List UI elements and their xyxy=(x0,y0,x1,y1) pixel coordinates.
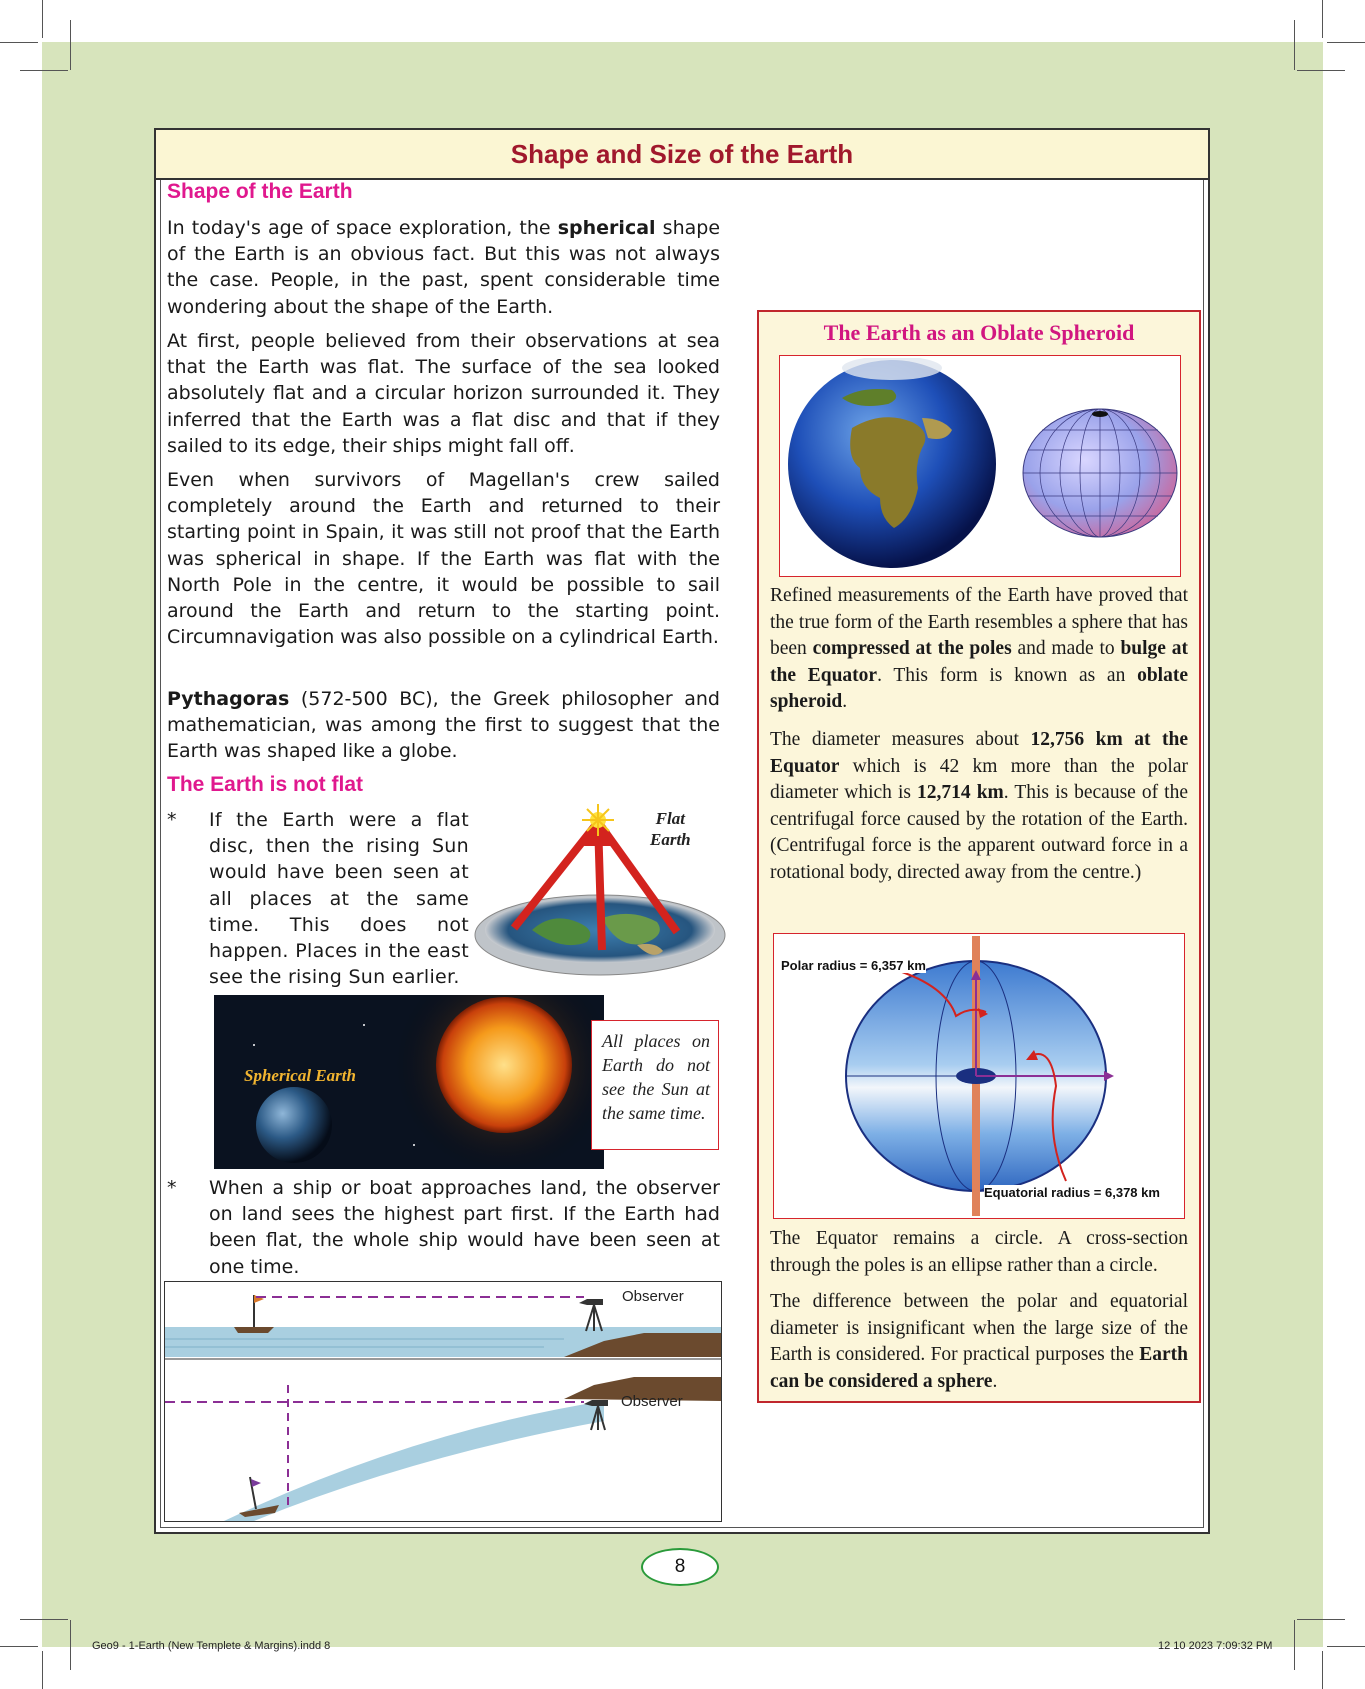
box-paragraph-2 xyxy=(770,727,1188,886)
sun-icon xyxy=(436,997,572,1133)
pythagoras-bold: Pythagoras xyxy=(167,688,290,710)
box-p1-text: and made to xyxy=(1011,638,1121,659)
crop-mark xyxy=(1327,42,1365,43)
paragraph-3: Even when survivors of Magellan's crew sailed completely around the Earth and returned to their starting point in Spain, it was still not proof that the Earth was spherical in shape. If the Earth was flat with the North Pole in the centre, it would be possible to sail around the Earth and return to the starting point. Circumnavigation was also possible on a cylindrical Earth. xyxy=(167,469,720,649)
sun-caption: All places on Earth do not see the Sun at the same time. xyxy=(602,1031,710,1123)
para1-bold: spherical xyxy=(557,217,656,239)
box-p1-text: . xyxy=(842,691,848,712)
flat-earth-label xyxy=(650,808,691,850)
crop-mark xyxy=(42,0,43,38)
box-p2-text: which is 42 km more than the polar diameter which is xyxy=(770,755,1188,803)
para1-text-end: shape of the Earth is an obvious fact. But this was not always the case. People, in the past, spent considerable time wondering about the shape of the Earth. xyxy=(167,217,721,318)
flat-earth-label-line1: Flat xyxy=(655,809,685,828)
box-p2-text: . This is because of the centrifugal force caused by the rotation of the Earth. (Centrifugal force is the apparent outward force in a rotational body, directed away from the centre.) xyxy=(770,782,1188,883)
crop-mark xyxy=(1327,1646,1365,1647)
earth-globes-image xyxy=(782,358,1178,574)
crop-mark xyxy=(1294,20,1295,70)
footer-timestamp: 12 10 2023 7:09:32 PM xyxy=(1158,1640,1273,1652)
star xyxy=(413,1144,415,1146)
box-paragraph-4 xyxy=(770,1289,1188,1395)
flat-earth-illustration xyxy=(472,800,730,990)
para4-text: (572-500 BC), the Greek philosopher and mathematician, was among the first to suggest that the Earth was shaped like a globe. xyxy=(167,688,720,763)
arrow-head xyxy=(1104,1071,1114,1081)
crop-mark xyxy=(70,20,71,70)
box-p1-bold: oblate spheroid xyxy=(770,664,1188,712)
crop-mark xyxy=(1297,1619,1345,1620)
radius-diagram xyxy=(776,936,1182,1216)
bullet-marker: * xyxy=(167,809,177,831)
crop-mark xyxy=(0,1646,38,1647)
earth-icon xyxy=(256,1087,332,1163)
box-p2-bold: 12,714 km xyxy=(917,782,1004,803)
paragraph-2: At first, people believed from their observations at sea that the Earth was flat. The surface of the sea looked absolutely flat and a circular horizon surrounded it. They inferred that the Earth was a flat disc and that if they sailed to its edge, their ships might fall off. xyxy=(167,330,720,457)
bullet-1-text: If the Earth were a flat disc, then the rising Sun would have been seen at all places at the same time. This does not happen. Places in the east see the rising Sun earlier. xyxy=(209,809,469,989)
title-bar xyxy=(156,130,1208,180)
spherical-earth-label: Spherical Earth xyxy=(244,1066,356,1085)
para1-text: In today's age of space exploration, the xyxy=(167,217,558,239)
heading-not-flat: The Earth is not flat xyxy=(167,773,364,796)
spheroid-pole xyxy=(1092,411,1108,417)
box-p4-text: . xyxy=(992,1370,998,1392)
crop-mark xyxy=(0,42,38,43)
equatorial-radius-label: Equatorial radius = 6,378 km xyxy=(984,1185,1160,1200)
box-title: The Earth as an Oblate Spheroid xyxy=(823,320,1135,345)
footer-file-info: Geo9 - 1-Earth (New Templete & Margins).indd 8 xyxy=(92,1640,331,1652)
box-p4-bold: Earth can be considered a sphere xyxy=(770,1344,1188,1392)
observer-label-bottom: Observer xyxy=(621,1393,683,1410)
box-p1-bold: compressed at the poles xyxy=(812,638,1012,659)
box-p4-text: The difference between the polar and equatorial diameter is insignificant when the large size of the Earth is considered. For practical purposes the xyxy=(770,1291,1188,1365)
crop-mark xyxy=(1297,70,1345,71)
box-p1-text: . This form is known as an xyxy=(877,664,1138,686)
polar-radius-label: Polar radius = 6,357 km xyxy=(781,958,926,973)
star xyxy=(363,1024,365,1026)
flat-earth-label-line2: Earth xyxy=(650,830,691,849)
observer-label-top: Observer xyxy=(622,1288,684,1305)
ship-top xyxy=(234,1327,274,1333)
box-p2-text: The diameter measures about xyxy=(770,729,1031,750)
crop-mark xyxy=(1322,0,1323,38)
page-title: Shape and Size of the Earth xyxy=(510,138,854,169)
box-paragraph-1 xyxy=(770,583,1188,716)
crop-mark xyxy=(1322,1651,1323,1689)
box-p1-bold: bulge at the Equator xyxy=(770,638,1189,686)
crop-mark xyxy=(20,1619,68,1620)
bullet-2-text: When a ship or boat approaches land, the observer on land sees the highest part first. If the Earth had been flat, the whole ship would have been seen at one time. xyxy=(209,1177,720,1278)
crop-mark xyxy=(20,70,68,71)
star xyxy=(253,1044,255,1046)
crop-mark xyxy=(70,1620,71,1670)
box-p1-text: Refined measurements of the Earth have proved that the true form of the Earth resembles a sphere that has been xyxy=(770,585,1188,659)
box-paragraph-3: The Equator remains a circle. A cross-section through the poles is an ellipse rather than a circle. xyxy=(770,1228,1188,1276)
page-number: 8 xyxy=(641,1548,719,1586)
crop-mark xyxy=(1294,1620,1295,1670)
paragraph-4 xyxy=(167,686,720,765)
bullet-marker: * xyxy=(167,1177,177,1199)
heading-shape-of-earth: Shape of the Earth xyxy=(167,180,353,203)
paragraph-1 xyxy=(167,215,720,320)
crop-mark xyxy=(42,1651,43,1689)
box-p2-bold: 12,756 km at the Equator xyxy=(770,729,1189,777)
